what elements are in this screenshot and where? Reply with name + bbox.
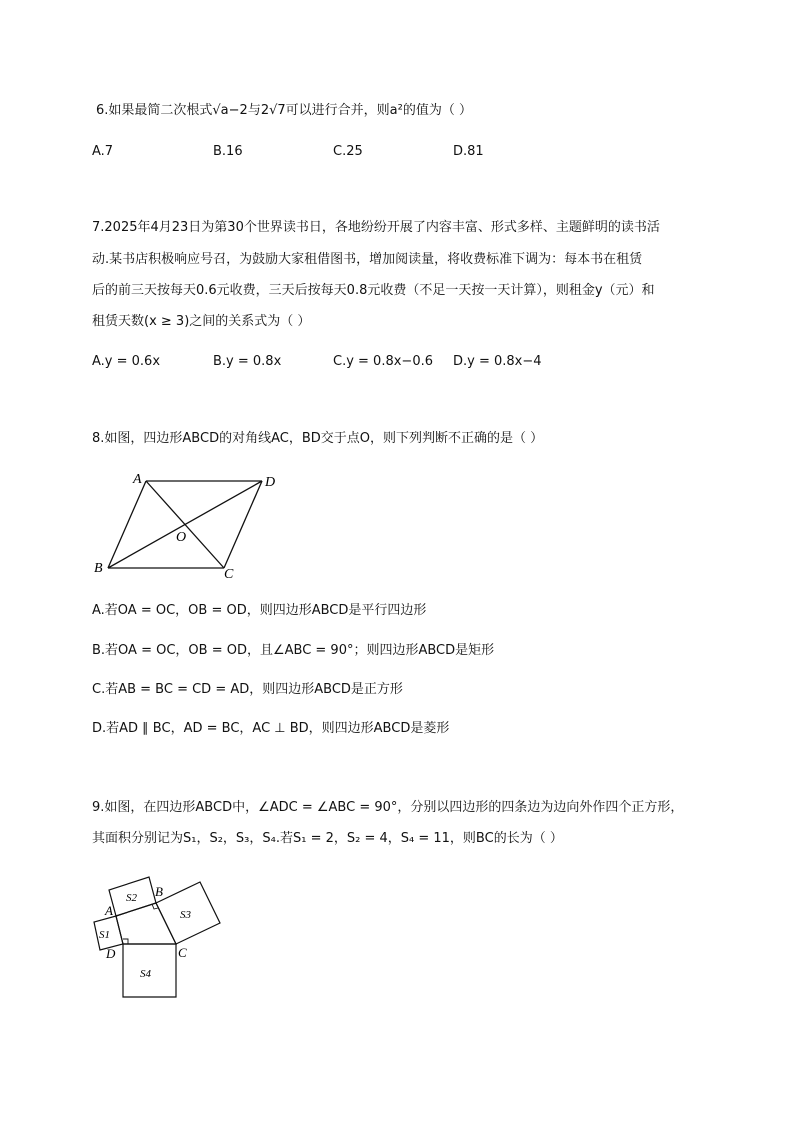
q8-option-a: A.若OA = OC，OB = OD，则四边形ABCD是平行四边形	[92, 603, 427, 618]
q7-option-c: C.y = 0.8x−0.6	[333, 354, 433, 369]
q9-label-s1: S1	[99, 929, 110, 941]
q9-label-s3: S3	[180, 909, 191, 921]
q9-label-b: B	[155, 884, 163, 899]
q8-option-b: B.若OA = OC，OB = OD，且∠ABC = 90°；则四边形ABCD是矩形	[92, 643, 495, 658]
q9-quadrilateral-abcd	[116, 903, 176, 944]
q8-label-c: C	[224, 567, 234, 582]
q9-line-2: 其面积分别记为S₁，S₂，S₃，S₄.若S₁ = 2，S₂ = 4，S₄ = 11，则BC的长为（ ）	[92, 831, 563, 846]
q9-label-s2: S2	[126, 892, 137, 904]
q6-option-c: C.25	[333, 144, 363, 159]
q7-line-3: 后的前三天按每天0.6元收费，三天后按每天0.8元收费（不足一天按一天计算），则租金y（元）和	[92, 283, 655, 298]
q9-label-c: C	[178, 945, 187, 960]
q6-stem: 6.如果最简二次根式√a−2与2√7可以进行合并，则a²的值为（ ）	[96, 103, 472, 118]
q8-side-dc	[224, 481, 262, 568]
q7-line-2: 动.某书店积极响应号召，为鼓励大家租借图书，增加阅读量，将收费标准下调为：每本书在租赁	[92, 252, 643, 267]
q7-option-b: B.y = 0.8x	[213, 354, 282, 369]
q9-line-1: 9.如图，在四边形ABCD中，∠ADC = ∠ABC = 90°，分别以四边形的四条边为边向外作四个正方形，	[92, 800, 684, 815]
q9-label-d: D	[106, 946, 116, 961]
q9-label-a: A	[105, 903, 113, 918]
q9-label-s4: S4	[140, 968, 151, 980]
q9-right-angle-d	[123, 939, 128, 944]
q8-side-ba	[108, 481, 146, 568]
q8-option-c: C.若AB = BC = CD = AD，则四边形ABCD是正方形	[92, 682, 403, 697]
q8-diagonal-bd	[108, 481, 262, 568]
q8-label-o: O	[176, 530, 187, 545]
q7-line-4: 租赁天数(x ≥ 3)之间的关系式为（ ）	[92, 314, 311, 329]
q8-option-d: D.若AD ∥ BC，AD = BC，AC ⊥ BD，则四边形ABCD是菱形	[92, 721, 450, 736]
q6-option-a: A.7	[92, 144, 114, 159]
q8-label-d: D	[265, 475, 276, 490]
q8-parallelogram-figure	[88, 466, 288, 584]
q8-label-b: B	[94, 561, 103, 576]
q7-option-a: A.y = 0.6x	[92, 354, 161, 369]
q6-option-b: B.16	[213, 144, 243, 159]
q7-line-1: 7.2025年4月23日为第30个世界读书日，各地纷纷开展了内容丰富、形式多样、主题鲜明的读书活	[92, 220, 660, 235]
q9-squares-figure	[90, 865, 230, 1005]
q8-label-a: A	[133, 472, 142, 487]
q7-option-d: D.y = 0.8x−4	[453, 354, 542, 369]
q8-stem: 8.如图，四边形ABCD的对角线AC，BD交于点O，则下列判断不正确的是（ ）	[92, 431, 544, 446]
q6-option-d: D.81	[453, 144, 484, 159]
